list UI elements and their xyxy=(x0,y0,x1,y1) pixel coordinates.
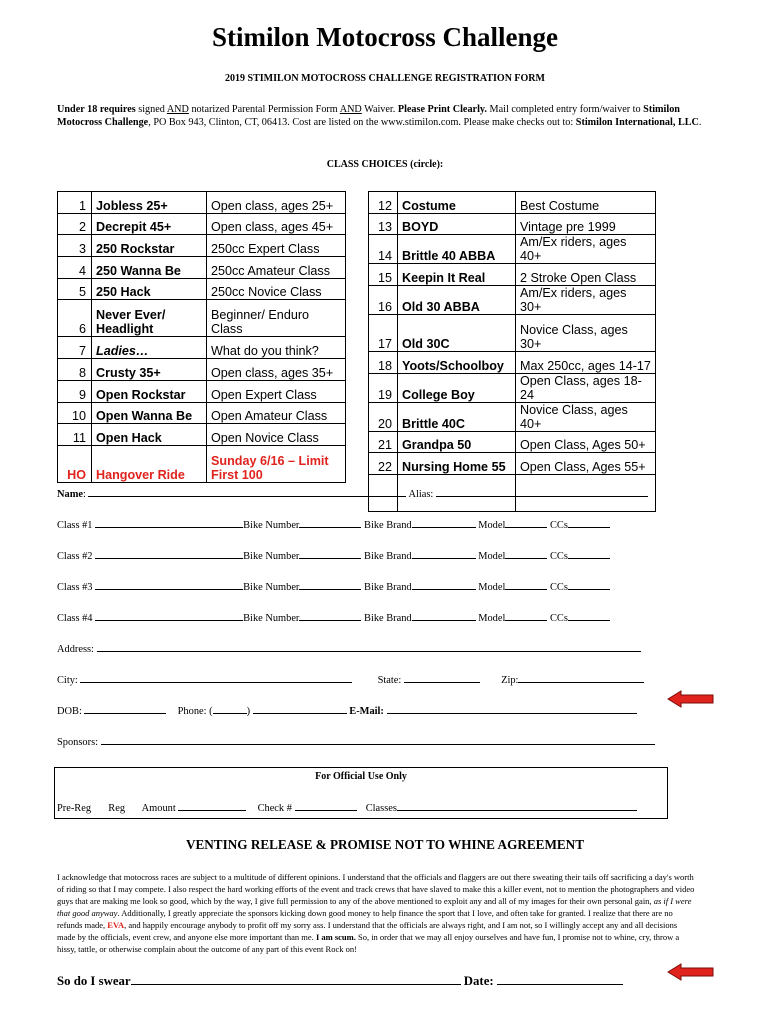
intro-org: Stimilon Motocross Challenge xyxy=(57,104,680,128)
swear-row xyxy=(57,973,623,989)
class-number: HO xyxy=(58,445,92,482)
class-number: 9 xyxy=(58,380,92,402)
class-number: 13 xyxy=(369,213,398,235)
agreement-text: , and happily encourage anybody to profit off my sorry ass. I understand that the officials are always right, and I am not, so I willingly accept any and all decisions made by the officials, event crew, and anyone else more important than me. xyxy=(57,920,678,942)
class4-field[interactable] xyxy=(95,611,243,621)
address-row xyxy=(57,642,641,655)
intro-under18: Under 18 requires xyxy=(57,104,136,115)
class-row[interactable] xyxy=(369,402,656,431)
class-name: 250 Hack xyxy=(92,278,207,300)
class-name: 250 Wanna Be xyxy=(92,257,207,279)
bike-number-label: Bike Number xyxy=(243,582,300,593)
class-description: Vintage pre 1999 xyxy=(516,213,656,235)
class-description: Beginner/ Enduro Class xyxy=(207,300,346,337)
class-description: What do you think? xyxy=(207,337,346,359)
class-name: Costume xyxy=(398,192,516,214)
email-label: E-Mail: xyxy=(349,706,384,717)
class-row[interactable] xyxy=(369,264,656,286)
class-row[interactable] xyxy=(58,235,346,257)
class-description: Open Class, Ages 55+ xyxy=(516,453,656,475)
class-number: 1 xyxy=(58,192,92,214)
class-row[interactable] xyxy=(58,402,346,424)
class-description: Open Expert Class xyxy=(207,380,346,402)
bike-number-field[interactable] xyxy=(299,580,361,590)
dob-label: DOB: xyxy=(57,706,82,717)
intro-text: Mail completed entry form/waiver to xyxy=(486,104,644,115)
bike-number-label: Bike Number xyxy=(243,551,300,562)
class-number: 12 xyxy=(369,192,398,214)
class-row[interactable] xyxy=(369,352,656,374)
class-description: 2 Stroke Open Class xyxy=(516,264,656,286)
class-number: 8 xyxy=(58,359,92,381)
agreement-text: So, in order that we may all enjoy ourselves and have fun, I promise not to whine, cry, throw a hissy, tattle, or otherwise complain about the outcome of any part of this event Rock on! xyxy=(57,932,680,954)
classes-field[interactable] xyxy=(397,801,637,811)
class-row[interactable] xyxy=(58,213,346,235)
model-label: Model xyxy=(478,582,506,593)
venting-title: VENTING RELEASE & PROMISE NOT TO WHINE AGREEMENT xyxy=(185,837,585,852)
class-description: Am/Ex riders, ages 40+ xyxy=(516,235,656,264)
intro-payee: Stimilon International, LLC xyxy=(575,117,699,128)
class-name: Open Rockstar xyxy=(92,380,207,402)
class-row[interactable] xyxy=(58,380,346,402)
class-description: Sunday 6/16 – Limit First 100 xyxy=(207,445,346,482)
agreement-text: . Additionally, I greatly appreciate the sponsors kicking down good money to help finance the sport that I love, and often take for granted. I realize that there are no refunds made, xyxy=(57,908,673,930)
class-description: 250cc Novice Class xyxy=(207,278,346,300)
bike-brand-field[interactable] xyxy=(412,611,476,621)
intro-and: AND xyxy=(166,104,189,115)
alias-field[interactable] xyxy=(436,487,648,497)
class3-row xyxy=(57,580,610,593)
agreement-text: I acknowledge that motocross races are subject to a multitude of different opinions. I understand that the officials and flaggers are out there sweating their tails off sacrificing a day's worth of riding so that I may compete. I also respect the hard working efforts of the event and track crews that have slaved to make this a killer event, not to mention the photographers and video guys that are making me look so good, which by the way, I give full permission to any of the above mentioned to exploit any and all of my images for their own personal gain, xyxy=(57,872,695,906)
zip-field[interactable] xyxy=(518,673,644,683)
bike-brand-label: Bike Brand xyxy=(364,551,412,562)
class-description: Open class, ages 25+ xyxy=(207,192,346,214)
bike-number-field[interactable] xyxy=(299,611,361,621)
class-name: Old 30 ABBA xyxy=(398,286,516,315)
city-row xyxy=(57,673,644,686)
class-number: 14 xyxy=(369,235,398,264)
model-label: Model xyxy=(478,613,506,624)
class-choices-label: CLASS CHOICES (circle): xyxy=(326,159,444,170)
class-row[interactable] xyxy=(58,445,346,482)
agreement-scum: I am scum. xyxy=(315,932,356,942)
class-number: 16 xyxy=(369,286,398,315)
check-label: Check # xyxy=(257,803,292,814)
class-row[interactable] xyxy=(369,315,656,352)
bike-brand-label: Bike Brand xyxy=(364,520,412,531)
class-description: Max 250cc, ages 14-17 xyxy=(516,352,656,374)
name-row xyxy=(57,487,648,500)
city-label: City: xyxy=(57,675,78,686)
class-name: Decrepit 45+ xyxy=(92,213,207,235)
class-number: 15 xyxy=(369,264,398,286)
class-description: Best Costume xyxy=(516,192,656,214)
class-number: 20 xyxy=(369,402,398,431)
sponsors-row xyxy=(57,735,655,748)
date-label: Date: xyxy=(463,974,494,988)
class-row[interactable] xyxy=(58,424,346,446)
model-label: Model xyxy=(478,551,506,562)
model-field[interactable] xyxy=(505,518,547,528)
alias-label: Alias: xyxy=(408,489,434,500)
class-number: 5 xyxy=(58,278,92,300)
class-description: Open Class, ages 18-24 xyxy=(516,373,656,402)
class-name: Open Wanna Be xyxy=(92,402,207,424)
agreement-italic: as if I were that good anyway xyxy=(57,896,692,918)
class-description: Open Class, Ages 50+ xyxy=(516,431,656,453)
name-field[interactable] xyxy=(88,487,406,497)
class4-row xyxy=(57,611,610,624)
date-field[interactable] xyxy=(497,973,623,985)
class-description: 250cc Amateur Class xyxy=(207,257,346,279)
class-number: 18 xyxy=(369,352,398,374)
ccs-field[interactable] xyxy=(568,549,610,559)
class2-row xyxy=(57,549,610,562)
address-field[interactable] xyxy=(97,642,641,652)
name-label: Name xyxy=(57,489,83,500)
class-table-right xyxy=(368,191,656,512)
class-row[interactable] xyxy=(369,453,656,475)
class-description: 250cc Expert Class xyxy=(207,235,346,257)
ccs-field[interactable] xyxy=(568,580,610,590)
class-description: Novice Class, ages 40+ xyxy=(516,402,656,431)
phone-paren: ) xyxy=(246,706,251,717)
class-name: Keepin It Real xyxy=(398,264,516,286)
class-number: 17 xyxy=(369,315,398,352)
class-name: Grandpa 50 xyxy=(398,431,516,453)
email-field[interactable] xyxy=(387,704,637,714)
class-name: Brittle 40C xyxy=(398,402,516,431)
class-name: Old 30C xyxy=(398,315,516,352)
class-description: Open class, ages 45+ xyxy=(207,213,346,235)
bike-brand-label: Bike Brand xyxy=(364,582,412,593)
class-name: Yoots/Schoolboy xyxy=(398,352,516,374)
class-table-left xyxy=(57,191,346,483)
class-number: 4 xyxy=(58,257,92,279)
class-number: 22 xyxy=(369,453,398,475)
signature-field[interactable] xyxy=(131,973,461,985)
class-name: Never Ever/ Headlight xyxy=(92,300,207,337)
intro-text: notarized Parental Permission Form xyxy=(188,104,340,115)
class-number: 11 xyxy=(58,424,92,446)
intro-text: signed xyxy=(135,104,167,115)
state-label: State: xyxy=(377,675,402,686)
class-name: Open Hack xyxy=(92,424,207,446)
class-name: BOYD xyxy=(398,213,516,235)
city-field[interactable] xyxy=(80,673,352,683)
class-name: Brittle 40 ABBA xyxy=(398,235,516,264)
swear-label: So do I swear xyxy=(57,974,131,988)
class-name: 250 Rockstar xyxy=(92,235,207,257)
class-number: 21 xyxy=(369,431,398,453)
class2-field[interactable] xyxy=(95,549,243,559)
sponsors-label: Sponsors: xyxy=(57,737,98,748)
classes-label: Classes xyxy=(365,803,397,814)
phone-area-field[interactable] xyxy=(213,704,247,714)
class-row[interactable] xyxy=(58,192,346,214)
intro-and: AND xyxy=(339,104,362,115)
check-field[interactable] xyxy=(295,801,357,811)
class-number: 10 xyxy=(58,402,92,424)
name-colon: : xyxy=(82,489,86,500)
ccs-field[interactable] xyxy=(568,518,610,528)
bike-number-label: Bike Number xyxy=(243,613,300,624)
class-row[interactable] xyxy=(58,257,346,279)
agreement-eva: EVA xyxy=(107,920,125,930)
class3-label: Class #3 xyxy=(57,582,93,593)
amount-field[interactable] xyxy=(178,801,246,811)
agreement-paragraph xyxy=(57,871,695,955)
class-description: Novice Class, ages 30+ xyxy=(516,315,656,352)
bike-brand-label: Bike Brand xyxy=(364,613,412,624)
ccs-field[interactable] xyxy=(568,611,610,621)
class-number: 3 xyxy=(58,235,92,257)
model-field[interactable] xyxy=(505,611,547,621)
bike-number-label: Bike Number xyxy=(243,520,300,531)
address-label: Address: xyxy=(57,644,94,655)
intro-paragraph xyxy=(57,103,707,129)
dob-field[interactable] xyxy=(84,704,166,714)
class-description: Am/Ex riders, ages 30+ xyxy=(516,286,656,315)
class-name: College Boy xyxy=(398,373,516,402)
class1-row xyxy=(57,518,610,531)
dob-row xyxy=(57,704,637,717)
ccs-label: CCs xyxy=(550,520,568,531)
zip-label: Zip: xyxy=(501,675,519,686)
model-label: Model xyxy=(478,520,506,531)
red-arrow-icon xyxy=(667,690,715,708)
class4-label: Class #4 xyxy=(57,613,93,624)
model-field[interactable] xyxy=(505,580,547,590)
class2-label: Class #2 xyxy=(57,551,93,562)
class-name: Crusty 35+ xyxy=(92,359,207,381)
class-description: Open Novice Class xyxy=(207,424,346,446)
reg-label: Reg xyxy=(108,803,126,814)
class-row[interactable] xyxy=(369,373,656,402)
class-row[interactable] xyxy=(369,286,656,315)
class-name: Jobless 25+ xyxy=(92,192,207,214)
class-number: 7 xyxy=(58,337,92,359)
class-row[interactable] xyxy=(369,213,656,235)
bike-brand-field[interactable] xyxy=(412,518,476,528)
official-use-title: For Official Use Only xyxy=(315,771,407,782)
intro-print-clearly: Please Print Clearly. xyxy=(397,104,487,115)
intro-text: . xyxy=(698,117,702,128)
bike-brand-field[interactable] xyxy=(412,549,476,559)
class-number: 6 xyxy=(58,300,92,337)
sponsors-field[interactable] xyxy=(101,735,655,745)
prereg-label: Pre-Reg xyxy=(57,803,92,814)
class-description: Open class, ages 35+ xyxy=(207,359,346,381)
class-row[interactable] xyxy=(58,300,346,337)
class-row[interactable] xyxy=(58,359,346,381)
class-number: 19 xyxy=(369,373,398,402)
class-name: Hangover Ride xyxy=(92,445,207,482)
class1-field[interactable] xyxy=(95,518,243,528)
bike-number-field[interactable] xyxy=(299,549,361,559)
class3-field[interactable] xyxy=(95,580,243,590)
ccs-label: CCs xyxy=(550,582,568,593)
state-field[interactable] xyxy=(404,673,480,683)
page-title: Stimilon Motocross Challenge xyxy=(212,22,558,52)
form-subtitle: 2019 STIMILON MOTOCROSS CHALLENGE REGISTRATION FORM xyxy=(225,73,545,84)
class-name: Nursing Home 55 xyxy=(398,453,516,475)
model-field[interactable] xyxy=(505,549,547,559)
class1-label: Class #1 xyxy=(57,520,93,531)
ccs-label: CCs xyxy=(550,551,568,562)
class-number: 2 xyxy=(58,213,92,235)
class-row[interactable] xyxy=(58,337,346,359)
class-row[interactable] xyxy=(369,431,656,453)
official-use-row xyxy=(57,801,637,814)
phone-label: Phone: ( xyxy=(177,706,213,717)
phone-field[interactable] xyxy=(253,704,347,714)
bike-number-field[interactable] xyxy=(299,518,361,528)
amount-label: Amount xyxy=(141,803,176,814)
class-description: Open Amateur Class xyxy=(207,402,346,424)
class-row[interactable] xyxy=(58,278,346,300)
ccs-label: CCs xyxy=(550,613,568,624)
bike-brand-field[interactable] xyxy=(412,580,476,590)
intro-text: , PO Box 943, Clinton, CT, 06413. Cost are listed on the www.stimilon.com. Please make checks out to: xyxy=(148,117,576,128)
class-row[interactable] xyxy=(369,235,656,264)
red-arrow-icon xyxy=(667,963,715,981)
class-name: Ladies… xyxy=(92,337,207,359)
intro-text: Waiver. xyxy=(361,104,398,115)
class-row[interactable] xyxy=(369,192,656,214)
